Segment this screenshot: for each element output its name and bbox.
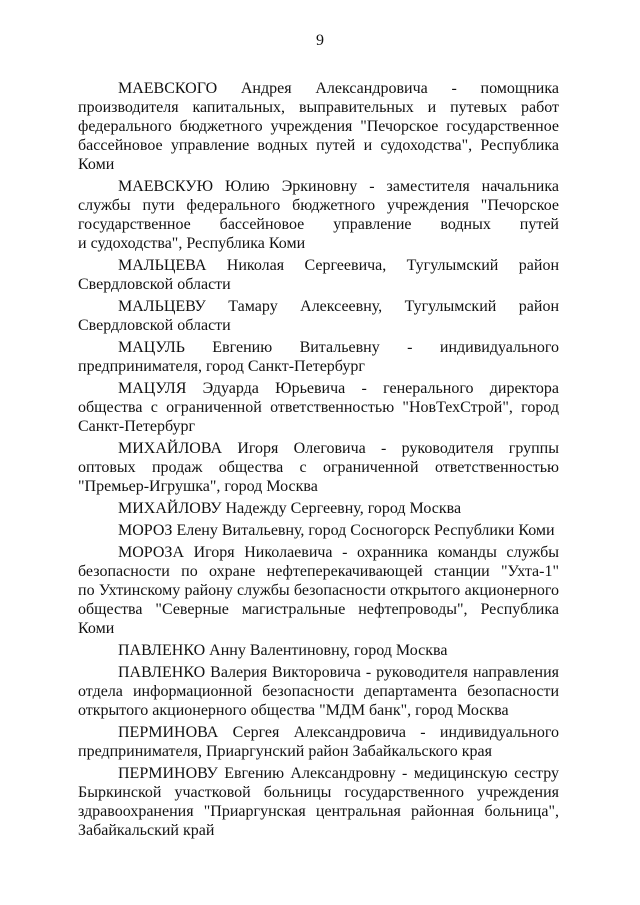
list-entry [78, 297, 559, 335]
entry-line: Быркинской участковой больницы государственного учреждения [78, 784, 559, 801]
list-entry [78, 256, 559, 294]
list-entry [78, 663, 559, 720]
entry-line: по Ухтинскому району службы безопасности открытого акционерного [78, 582, 559, 599]
entry-line: безопасности по охране нефтеперекачивающей станции "Ухта-1" [78, 563, 559, 580]
entry-line: МИХАЙЛОВУ Надежду Сергеевну, город Москва [118, 500, 462, 517]
entry-line: предпринимателя, Приаргунский район Забайкальского края [78, 743, 492, 760]
entry-line: ПЕРМИНОВУ Евгению Александровну - медицинскую сестру [118, 765, 559, 782]
entry-line: Свердловской области [78, 317, 231, 334]
entry-line: "Премьер-Игрушка", город Москва [78, 478, 318, 495]
award-list [78, 79, 559, 843]
list-entry [78, 177, 559, 253]
entry-line: МОРОЗА Игоря Николаевича - охранника команды службы [118, 544, 559, 561]
list-entry [78, 379, 559, 436]
list-entry [78, 764, 559, 840]
entry-line: Коми [78, 156, 115, 173]
list-entry [78, 338, 559, 376]
page-number: 9 [316, 32, 324, 49]
entry-line: общества "Северные магистральные нефтепроводы", Республика [78, 601, 559, 618]
entry-line: Коми [78, 620, 115, 637]
entry-line: производителя капитальных, выправительных и путевых работ [78, 99, 559, 116]
entry-line: МАЦУЛЯ Эдуарда Юрьевича - генерального директора [118, 380, 559, 397]
entry-line: службы пути федерального бюджетного учреждения "Печорское [78, 197, 559, 214]
list-entry [78, 723, 559, 761]
entry-line: МАЛЬЦЕВУ Тамару Алексеевну, Тугулымский район [118, 298, 559, 315]
entry-line: МАЛЬЦЕВА Николая Сергеевича, Тугулымский район [118, 257, 559, 274]
list-entry [78, 499, 559, 518]
entry-line: открытого акционерного общества "МДМ банк", город Москва [78, 702, 509, 719]
entry-line: предпринимателя, город Санкт-Петербург [78, 358, 365, 375]
entry-line: государственное бассейновое управление водных путей [78, 216, 559, 233]
entry-line: и судоходства", Республика Коми [78, 235, 306, 252]
entry-line: МАЕВСКУЮ Юлию Эркиновну - заместителя начальника [118, 178, 559, 195]
entry-line: МАЕВСКОГО Андрея Александровича - помощника [118, 80, 559, 97]
list-entry [78, 641, 559, 660]
entry-line: Забайкальский край [78, 822, 215, 839]
entry-line: ПАВЛЕНКО Анну Валентиновну, город Москва [118, 642, 448, 659]
entry-line: МОРОЗ Елену Витальевну, город Сосногорск Республики Коми [118, 522, 555, 539]
list-entry [78, 79, 559, 174]
entry-line: Санкт-Петербург [78, 418, 196, 435]
entry-line: отдела информационной безопасности департамента безопасности [78, 683, 559, 700]
entry-line: здравоохранения "Приаргунская центральная районная больница", [78, 803, 559, 820]
entry-line: Свердловской области [78, 276, 231, 293]
entry-line: федерального бюджетного учреждения "Печорское государственное [78, 118, 559, 135]
list-entry [78, 521, 559, 540]
entry-line: ПАВЛЕНКО Валерия Викторовича - руководителя направления [118, 664, 559, 681]
entry-line: МИХАЙЛОВА Игоря Олеговича - руководителя группы [118, 440, 559, 457]
entry-line: оптовых продаж общества с ограниченной ответственностью [78, 459, 559, 476]
entry-line: МАЦУЛЬ Евгению Витальевну - индивидуального [118, 339, 559, 356]
list-entry [78, 543, 559, 638]
entry-line: бассейновое управление водных путей и судоходства", Республика [78, 137, 559, 154]
entry-line: ПЕРМИНОВА Сергея Александровича - индивидуального [118, 724, 559, 741]
entry-line: общества с ограниченной ответственностью "НовТехСтрой", город [78, 399, 559, 416]
list-entry [78, 439, 559, 496]
